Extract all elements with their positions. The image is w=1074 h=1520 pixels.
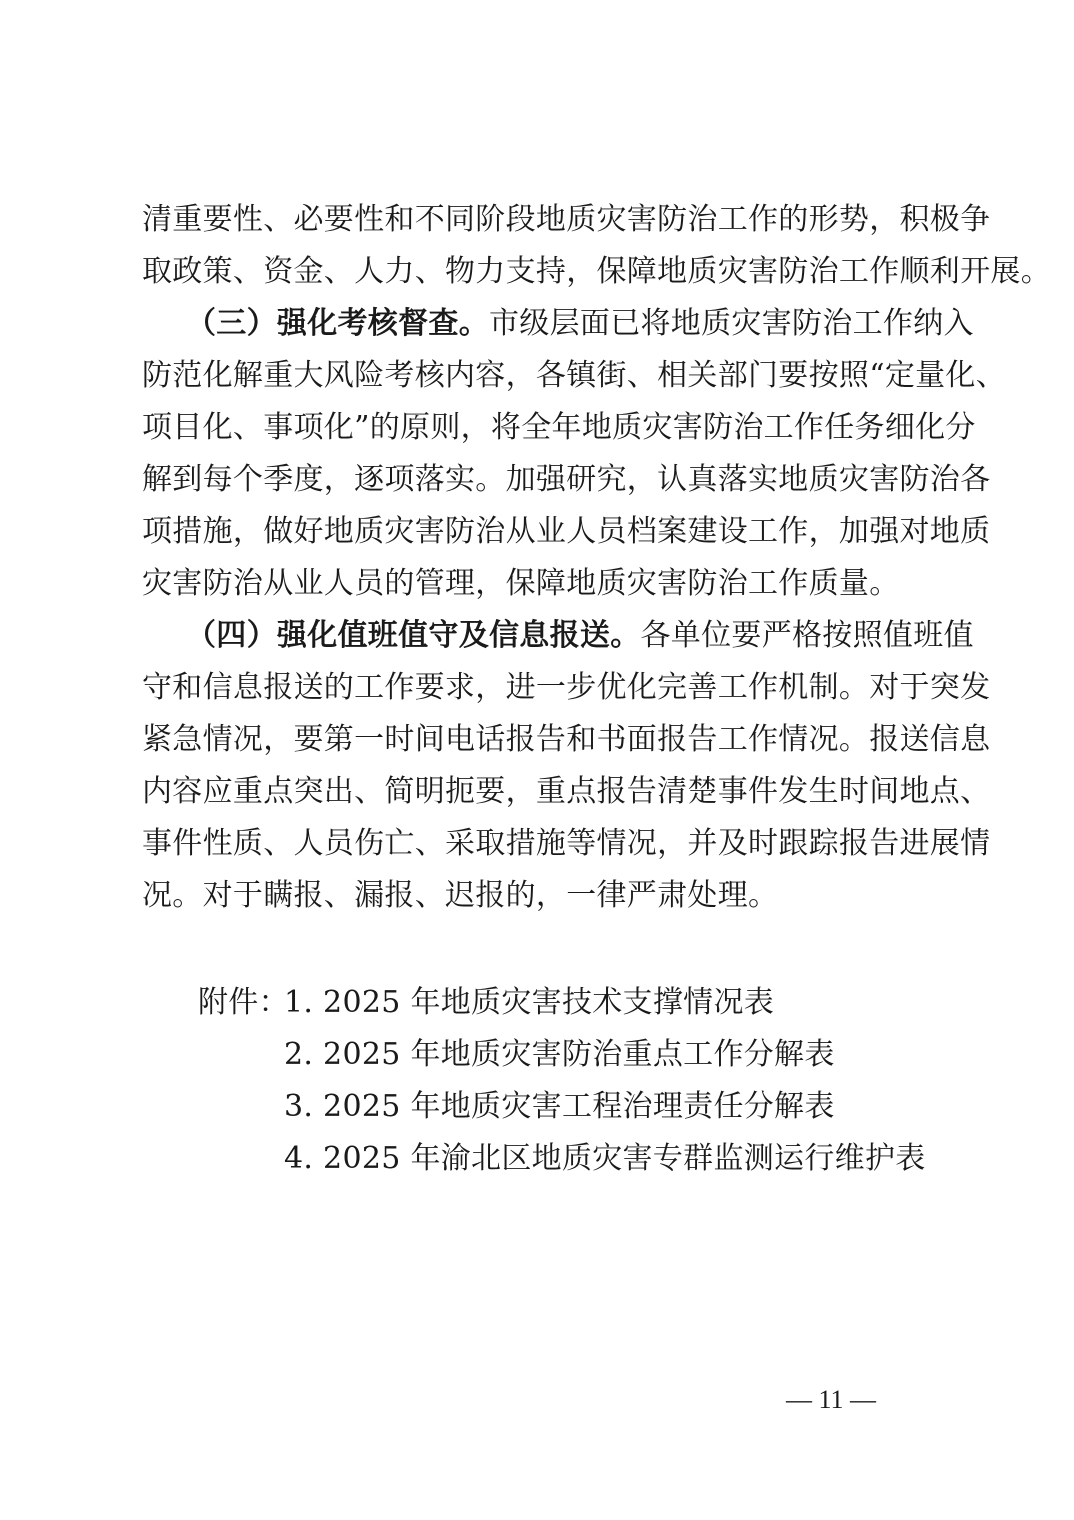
attachments-label: 附件：: [198, 985, 289, 1020]
body-line: 事件性质、人员伤亡、采取措施等情况，并及时跟踪报告进展情: [142, 826, 991, 861]
body-line: 清重要性、必要性和不同阶段地质灾害防治工作的形势，积极争: [142, 202, 991, 237]
body-line: 紧急情况，要第一时间电话报告和书面报告工作情况。报送信息: [142, 722, 991, 757]
body-line: 解到每个季度，逐项落实。加强研究，认真落实地质灾害防治各: [142, 462, 991, 497]
section-heading: （四）强化值班值守及信息报送。: [186, 618, 641, 653]
page-number: — 11 —: [786, 1385, 877, 1414]
section-paragraph-line: [186, 616, 974, 656]
body-text: 市级层面已将地质灾害防治工作纳入: [489, 306, 974, 341]
body-text: 各单位要严格按照值班值: [640, 618, 974, 653]
attachment-item: 2. 2025 年地质灾害防治重点工作分解表: [284, 1037, 835, 1072]
body-line: 灾害防治从业人员的管理，保障地质灾害防治工作质量。: [142, 566, 900, 601]
body-line: 内容应重点突出、简明扼要，重点报告清楚事件发生时间地点、: [142, 774, 991, 809]
attachment-item: 4. 2025 年渝北区地质灾害专群监测运行维护表: [284, 1141, 926, 1176]
section-heading: （三）强化考核督查。: [186, 306, 489, 341]
attachment-item: 1. 2025 年地质灾害技术支撑情况表: [284, 985, 775, 1020]
body-line: 项目化、事项化”的原则，将全年地质灾害防治工作任务细化分: [142, 410, 976, 445]
body-line: 项措施，做好地质灾害防治从业人员档案建设工作，加强对地质: [142, 514, 991, 549]
section-paragraph-line: [186, 304, 974, 344]
body-line: 防范化解重大风险考核内容，各镇街、相关部门要按照“定量化、: [142, 358, 1007, 393]
body-line: 取政策、资金、人力、物力支持，保障地质灾害防治工作顺利开展。: [142, 254, 1051, 289]
body-line: 守和信息报送的工作要求，进一步优化完善工作机制。对于突发: [142, 670, 991, 705]
body-line: 况。对于瞒报、漏报、迟报的，一律严肃处理。: [142, 878, 779, 913]
attachment-item: 3. 2025 年地质灾害工程治理责任分解表: [284, 1089, 835, 1124]
